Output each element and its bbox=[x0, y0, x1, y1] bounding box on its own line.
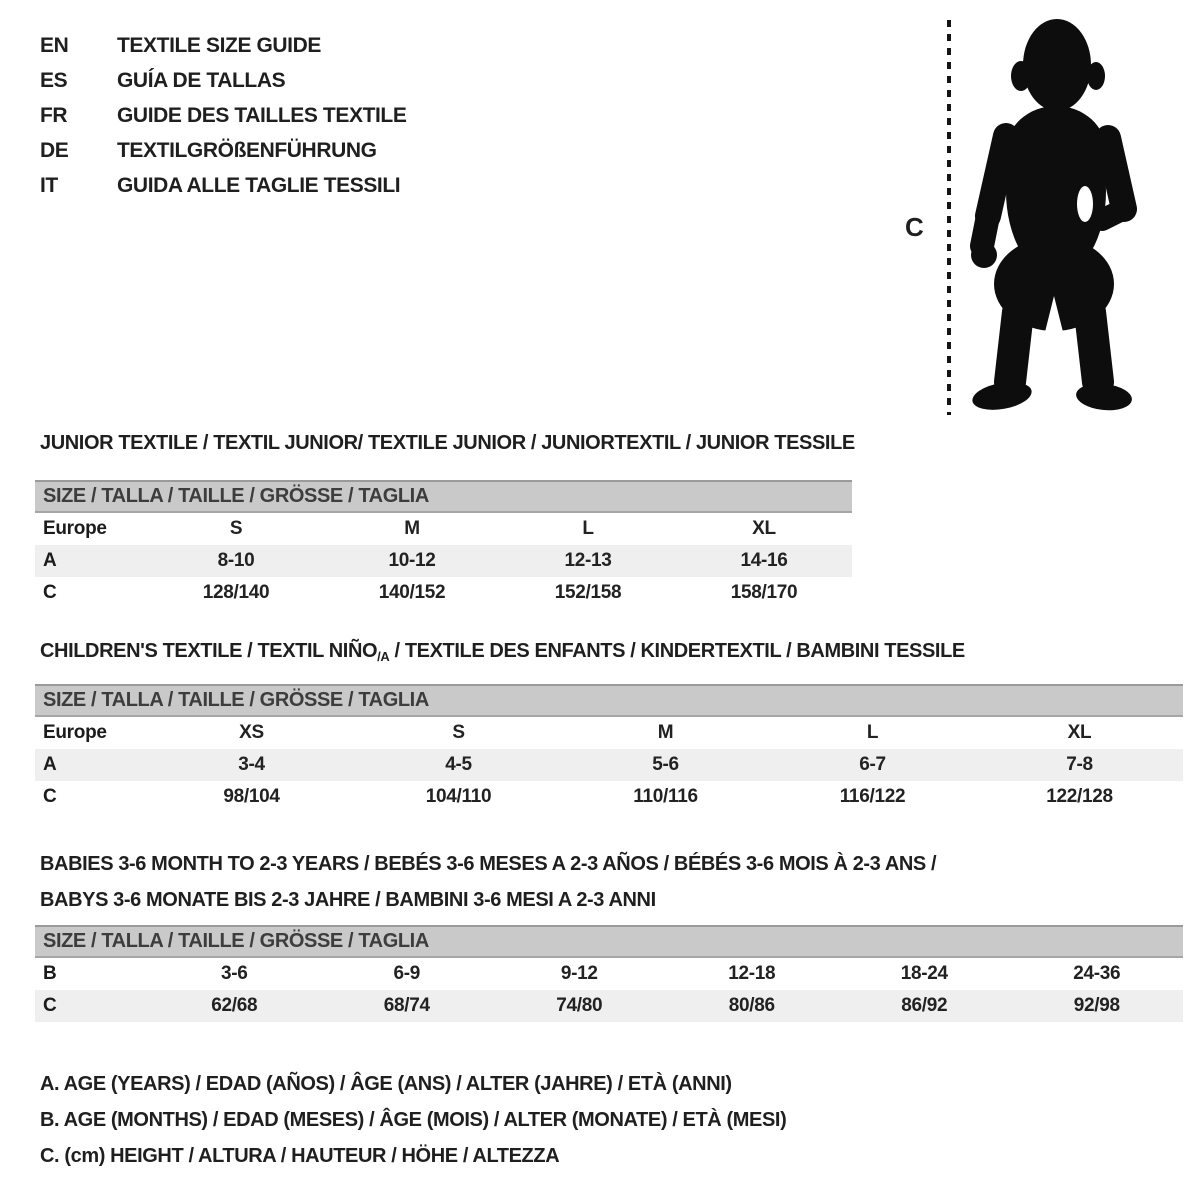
row-label: Europe bbox=[43, 518, 107, 539]
size-value: XL bbox=[1067, 722, 1092, 743]
months-value: 3-6 bbox=[220, 963, 248, 984]
height-value: 122/128 bbox=[1046, 786, 1113, 807]
babies-title-line1: BABIES 3-6 MONTH TO 2-3 YEARS / BEBÉS 3-6 MESES A 2-3 AÑOS / BÉBÉS 3-6 MOIS À 2-3 ANS / bbox=[40, 853, 937, 875]
age-value: 5-6 bbox=[652, 754, 679, 775]
height-value: 62/68 bbox=[211, 995, 258, 1016]
height-value: 158/170 bbox=[730, 582, 798, 603]
months-value: 18-24 bbox=[900, 963, 948, 984]
table-row-months bbox=[35, 958, 1183, 990]
height-measure-label: C bbox=[905, 212, 924, 242]
height-value: 92/98 bbox=[1073, 995, 1120, 1016]
age-value: 10-12 bbox=[388, 550, 436, 571]
babies-size-table bbox=[35, 925, 1183, 1022]
height-value: 74/80 bbox=[556, 995, 603, 1016]
lang-code: FR bbox=[40, 103, 68, 127]
junior-title-text: JUNIOR TEXTILE / TEXTIL JUNIOR/ TEXTILE JUNIOR / JUNIORTEXTIL / JUNIOR TESSILE bbox=[40, 432, 855, 454]
age-value: 8-10 bbox=[217, 550, 255, 571]
age-value: 12-13 bbox=[564, 550, 612, 571]
row-label: C bbox=[43, 582, 57, 603]
table-row-height bbox=[35, 781, 1183, 813]
legend-line-b: B. AGE (MONTHS) / EDAD (MESES) / ÂGE (MOIS) / ALTER (MONATE) / ETÀ (MESI) bbox=[40, 1109, 787, 1131]
table-row-height bbox=[35, 577, 852, 609]
lang-title: TEXTILE SIZE GUIDE bbox=[117, 33, 321, 57]
months-value: 24-36 bbox=[1073, 963, 1121, 984]
height-value: 152/158 bbox=[554, 582, 622, 603]
lang-row-de bbox=[40, 133, 406, 168]
row-label: C bbox=[43, 995, 57, 1016]
children-size-table bbox=[35, 684, 1183, 813]
height-value: 80/86 bbox=[728, 995, 775, 1016]
row-label: B bbox=[43, 963, 57, 984]
size-value: S bbox=[229, 518, 243, 539]
size-value: S bbox=[452, 722, 465, 743]
lang-title: GUIDA ALLE TAGLIE TESSILI bbox=[117, 173, 401, 197]
row-label: A bbox=[43, 754, 57, 775]
lang-code: DE bbox=[40, 138, 69, 162]
months-value: 12-18 bbox=[728, 963, 776, 984]
height-value: 68/74 bbox=[383, 995, 430, 1016]
lang-title: GUIDE DES TAILLES TEXTILE bbox=[117, 103, 407, 127]
height-value: 140/152 bbox=[378, 582, 446, 603]
children-title-pre: CHILDREN'S TEXTILE / TEXTIL NIÑO bbox=[40, 640, 378, 662]
row-label: Europe bbox=[43, 722, 107, 743]
table-row-europe bbox=[35, 513, 852, 545]
size-header-bar: SIZE / TALLA / TAILLE / GRÖSSE / TAGLIA bbox=[35, 684, 1183, 717]
legend-line-c: C. (cm) HEIGHT / ALTURA / HAUTEUR / HÖHE / ALTEZZA bbox=[40, 1145, 560, 1167]
months-value: 9-12 bbox=[560, 963, 598, 984]
babies-section-title bbox=[40, 846, 936, 918]
size-value: XL bbox=[752, 518, 776, 539]
height-value: 98/104 bbox=[223, 786, 280, 807]
height-value: 116/122 bbox=[839, 786, 906, 807]
size-value: M bbox=[657, 722, 674, 743]
children-title-post: / TEXTILE DES ENFANTS / KINDERTEXTIL / BAMBINI TESSILE bbox=[389, 640, 965, 662]
size-header-bar: SIZE / TALLA / TAILLE / GRÖSSE / TAGLIA bbox=[35, 480, 852, 513]
age-value: 3-4 bbox=[238, 754, 265, 775]
lang-row-en bbox=[40, 28, 406, 63]
lang-title: TEXTILGRÖßENFÜHRUNG bbox=[117, 138, 377, 162]
language-title-list bbox=[40, 28, 406, 203]
months-value: 6-9 bbox=[393, 963, 421, 984]
age-value: 6-7 bbox=[859, 754, 886, 775]
height-value: 110/116 bbox=[633, 786, 698, 807]
babies-title-line2: BABYS 3-6 MONATE BIS 2-3 JAHRE / BAMBINI 3-6 MESI A 2-3 ANNI bbox=[40, 889, 656, 911]
table-row-height bbox=[35, 990, 1183, 1022]
height-value: 128/140 bbox=[202, 582, 270, 603]
lang-code: IT bbox=[40, 173, 58, 197]
table-row-europe bbox=[35, 717, 1183, 749]
age-value: 7-8 bbox=[1066, 754, 1093, 775]
junior-size-table bbox=[35, 480, 852, 609]
table-row-age bbox=[35, 749, 1183, 781]
lang-title: GUÍA DE TALLAS bbox=[117, 68, 286, 92]
junior-section-title bbox=[40, 432, 855, 455]
age-value: 4-5 bbox=[445, 754, 472, 775]
children-section-title bbox=[40, 640, 965, 664]
children-title-sub: /A bbox=[377, 649, 390, 664]
size-value: XS bbox=[239, 722, 264, 743]
lang-code: ES bbox=[40, 68, 68, 92]
height-measure-dashed-line bbox=[947, 20, 951, 415]
size-header-bar: SIZE / TALLA / TAILLE / GRÖSSE / TAGLIA bbox=[35, 925, 1183, 958]
row-label: C bbox=[43, 786, 57, 807]
lang-code: EN bbox=[40, 33, 69, 57]
size-value: M bbox=[404, 518, 420, 539]
table-row-age bbox=[35, 545, 852, 577]
legend bbox=[40, 1066, 786, 1174]
row-label: A bbox=[43, 550, 57, 571]
toddler-silhouette-icon bbox=[966, 16, 1142, 416]
height-value: 104/110 bbox=[425, 786, 492, 807]
lang-row-fr bbox=[40, 98, 406, 133]
age-value: 14-16 bbox=[740, 550, 788, 571]
size-value: L bbox=[582, 518, 594, 539]
size-value: L bbox=[866, 722, 879, 743]
lang-row-it bbox=[40, 168, 406, 203]
lang-row-es bbox=[40, 63, 406, 98]
height-value: 86/92 bbox=[901, 995, 948, 1016]
legend-line-a: A. AGE (YEARS) / EDAD (AÑOS) / ÂGE (ANS) / ALTER (JAHRE) / ETÀ (ANNI) bbox=[40, 1073, 732, 1095]
